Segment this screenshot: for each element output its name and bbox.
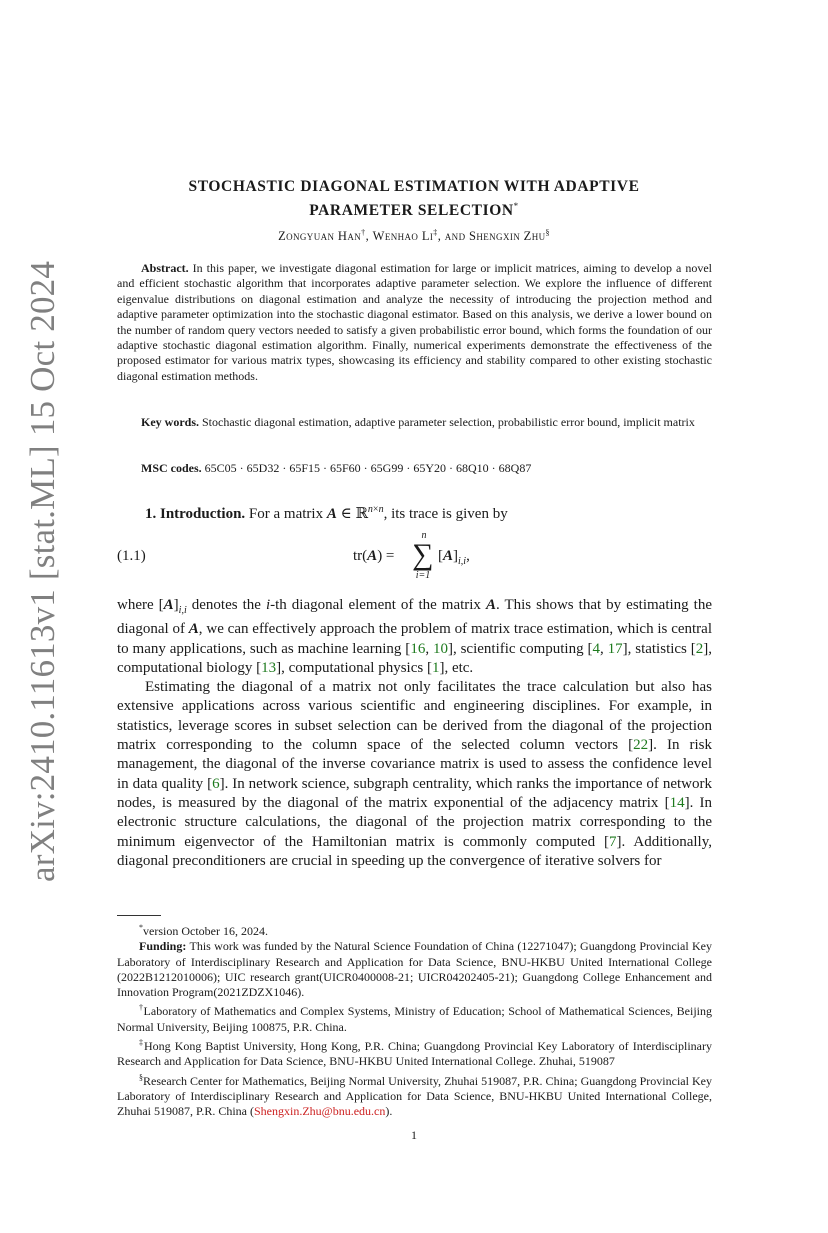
author-3-mark: § — [545, 228, 550, 237]
funding-label: Funding: — [139, 939, 187, 954]
para1-text-9: ], etc. — [439, 659, 474, 676]
sum-upper-limit: n — [421, 530, 427, 541]
footnote-affiliation-1: Laboratory of Mathematics and Complex Systems, Ministry of Education; School of Mathematical Sciences, Beijing Normal University, Beijing 100875, P.R. China. — [117, 1004, 712, 1034]
footnote-version: version October 16, 2024. — [143, 924, 268, 938]
intro-lead: For a matrix — [248, 506, 324, 522]
funding-text: This work was funded by the Natural Science Foundation of China (12271047); Guangdong Provincial Key Laboratory of Interdisciplinary Research and Application for Data Science, BNU-HKBU United International College (2022B1212010006); UIC research grant(UICR0400008-21; UICR04202405-21); Guangdong College Enhancement and Innovation Program(2021ZDZX1046). — [117, 939, 712, 1000]
para2-text-4: ]. In electronic structure calculations, the diagonal of the projection matrix corresponding to the minimum eigenvector of the Hamiltonian matrix is commonly computed [ — [117, 794, 712, 850]
abstract-label: Abstract. — [141, 261, 189, 275]
para1-text-5: ], scientific computing [ — [447, 640, 593, 657]
abstract-text: In this paper, we investigate diagonal estimation for large or implicit matrices, aiming to develop a novel and efficient stochastic algorithm that incorporates adaptive parameter selection. We explore the influence of different eigenvalue distributions on diagonal estimation and analyze the necessity of introducing the projection method and adaptive parameter optimization into the stochastic diagonal estimator. Based on this analysis, we derive a lower bound on the number of random query vectors needed to satisfy a given probabilistic error bound, which forms the foundation of our adaptive stochastic diagonal estimation algorithm. Finally, numerical experiments demonstrate the effectiveness of the proposed estimator for various matrix types, showcasing its efficiency and stability compared to other existing stochastic diagonal estimation methods. — [117, 261, 713, 383]
citation-link[interactable]: 13 — [261, 659, 277, 676]
msc-codes — [117, 461, 712, 476]
footnote-affiliation-2: Hong Kong Baptist University, Hong Kong, P.R. China; Guangdong Provincial Key Laboratory of Interdisciplinary Research and Application for Data Science, BNU-HKBU United International College. Zhuhai, 519087 — [117, 1039, 713, 1069]
footnote-affiliation-3: Research Center for Mathematics, Beijing Normal University, Zhuhai 519087, P.R. China; Guangdong Provincial Key Laboratory of Interdisciplinary Research and Application for Data Science, BNU-HKBU United International College, Zhuhai 519087, P.R. China ( — [117, 1073, 712, 1119]
equation-number: (1.1) — [117, 548, 146, 564]
arxiv-stamp: arXiv:2410.11613v1 [stat.ML] 15 Oct 2024 — [23, 260, 62, 882]
footnotes: *version October 16, 2024. Funding: This work was funded by the Natural Science Foundation of China (12271047); Guangdong Provincial Key Laboratory of Interdisciplinary Research and Application for Data Science, BNU-HKBU United International College (2022B1212010006); UIC research grant(UICR0400008-21; UICR04202405-21); Guangdong College Enhancement and Innovation Program(2021ZDZX1046). †Laboratory of Mathematics and Complex Systems, Ministry of Education; School of Mathematical Sciences, Beijing Normal University, Beijing 100875, P.R. China. ‡Hong Kong Baptist University, Hong Kong, P.R. China; Guangdong Provincial Key Laboratory of Interdisciplinary Research and Application for Data Science, BNU-HKBU United International College. Zhuhai, 519087 §Research Center for Mathematics, Beijing Normal University, Zhuhai 519087, P.R. China; Guangdong Provincial Key Laboratory of Interdisciplinary Research and Application for Data Science, BNU-HKBU United International College, Zhuhai 519087, P.R. China (Shengxin.Zhu@bnu.edu.cn). — [117, 923, 713, 1119]
para2-text-3: ]. In network science, subgraph centrality, which ranks the importance of network nodes, is measured by the diagonal of the matrix exponential of the adjacency matrix [ — [117, 775, 712, 811]
paper-title-text: PARAMETER SELECTION — [309, 202, 514, 220]
para1-text-4: , we can effectively approach the problem of matrix trace estimation, which is central to many applications, such as machine learning [ — [117, 621, 713, 657]
author-1: Zongyuan Han — [278, 229, 362, 244]
intro-body: where $[A]_{i,i}$ denotes the i-th diagonal element of the matrix A. This shows that by estimating the diagonal of A, we can effectively approach the problem of matrix trace estimation, which is central to many applications, such as machine learning [16, 10], scientific computing [4, 17], statistics [2], computational biology [13], computational physics [1], etc. Estimating the diagonal of a matrix not only facilitates the trace calculation but also has extensive applications across various scientific and engineering disciplines. For example, in statistics, leverage scores in subset selection can be derived from the diagonal of the projection matrix corresponding to the column space of the selected column vectors [22]. In risk management, the diagonal of the inverse covariance matrix is used to assess the confidence level in data quality [6]. In network science, subgraph centrality, which ranks the importance of network nodes, is measured by the diagonal of the matrix exponential of the adjacency matrix [14]. In electronic structure calculations, the diagonal of the projection matrix corresponding to the minimum eigenvector of the Hamiltonian matrix is commonly computed [7]. Additionally, diagonal preconditioners are crucial in speeding up the convergence of iterative solvers for — [117, 597, 713, 869]
citation-link[interactable]: 6 — [212, 775, 220, 792]
para2-text-5: ]. Additionally, diagonal preconditioners are crucial in speeding up the convergence of iterative solvers for — [117, 833, 712, 869]
author-3: Shengxin Zhu — [469, 229, 546, 244]
citation-link[interactable]: 17 — [607, 640, 623, 657]
para2-text-1: Estimating the diagonal of a matrix not only facilitates the trace calculation but also has extensive applications across various scientific and engineering disciplines. For example, in statistics, leverage scores in subset selection can be derived from the diagonal of the projection matrix corresponding to the column space of the selected column vectors [ — [117, 679, 712, 754]
msc-label: MSC codes. — [141, 461, 202, 475]
msc-text: 65C05 · 65D32 · 65F15 · 65F60 · 65G99 · 65Y20 · 68Q10 · 68Q87 — [204, 461, 532, 475]
intro-lead-end: , its trace is given by — [383, 506, 508, 522]
author-2: Wenhao Li — [372, 229, 434, 244]
paper-title-line2 — [0, 196, 828, 221]
citation-link[interactable]: 1 — [431, 659, 440, 676]
sum-lower-limit: i=1 — [415, 570, 431, 581]
sum-symbol: ∑ — [412, 538, 434, 571]
author-list: Zongyuan Han†, Wenhao Li‡, and Shengxin Zhu§ — [278, 228, 550, 244]
paper-title-line1: STOCHASTIC DIAGONAL ESTIMATION WITH ADAPTIVE — [188, 178, 640, 195]
section-1-heading: 1. Introduction. — [145, 506, 246, 522]
abstract — [117, 261, 712, 384]
author-1-mark: † — [361, 228, 366, 237]
citation-link[interactable]: 10 — [432, 640, 448, 657]
para1-text-7: ], computational biology [ — [117, 640, 713, 676]
title-footnote-mark: * — [513, 201, 519, 211]
para1-text-3: . This shows that by estimating the diagonal of — [117, 597, 713, 638]
para1-text-6: ], statistics [ — [622, 640, 696, 657]
keywords-label: Key words. — [141, 415, 199, 429]
page-number: 1 — [411, 1128, 417, 1142]
citation-link[interactable]: 2 — [695, 640, 704, 657]
footnote-divider — [117, 915, 161, 916]
equation-lhs: tr(A) = — [353, 548, 395, 564]
citation-link[interactable]: 14 — [669, 794, 685, 811]
equation-rhs: $[A]_{i,i}$, — [438, 548, 470, 567]
author-2-mark: ‡ — [433, 228, 438, 237]
author-conjunction: and — [444, 229, 466, 244]
citation-link[interactable]: 22 — [633, 737, 649, 754]
keywords-text: Stochastic diagonal estimation, adaptive parameter selection, probabilistic error bound, implicit matrix — [202, 415, 695, 429]
para1-text-8: ], computational physics [ — [276, 659, 432, 676]
citation-link[interactable]: 7 — [609, 833, 617, 850]
keywords — [117, 415, 712, 430]
para1-text-2: -th diagonal element of the matrix — [270, 597, 481, 613]
citation-link[interactable]: 4 — [592, 640, 600, 657]
footnote-affiliation-3-end: ). — [385, 1104, 393, 1119]
equation-1-1 — [117, 528, 712, 598]
citation-link[interactable]: 16 — [410, 640, 426, 657]
email-link[interactable]: Shengxin.Zhu@bnu.edu.cn — [254, 1104, 386, 1119]
section-1-intro: 1. Introduction. For a matrix A ∈ ℝ$^{n\times n}$, its trace is given by — [145, 504, 508, 522]
para1-text-1: denotes the — [191, 597, 261, 613]
para2-text-2: ]. In risk management, the diagonal of the inverse covariance matrix is used to assess the confidence level in data quality [ — [117, 737, 712, 792]
